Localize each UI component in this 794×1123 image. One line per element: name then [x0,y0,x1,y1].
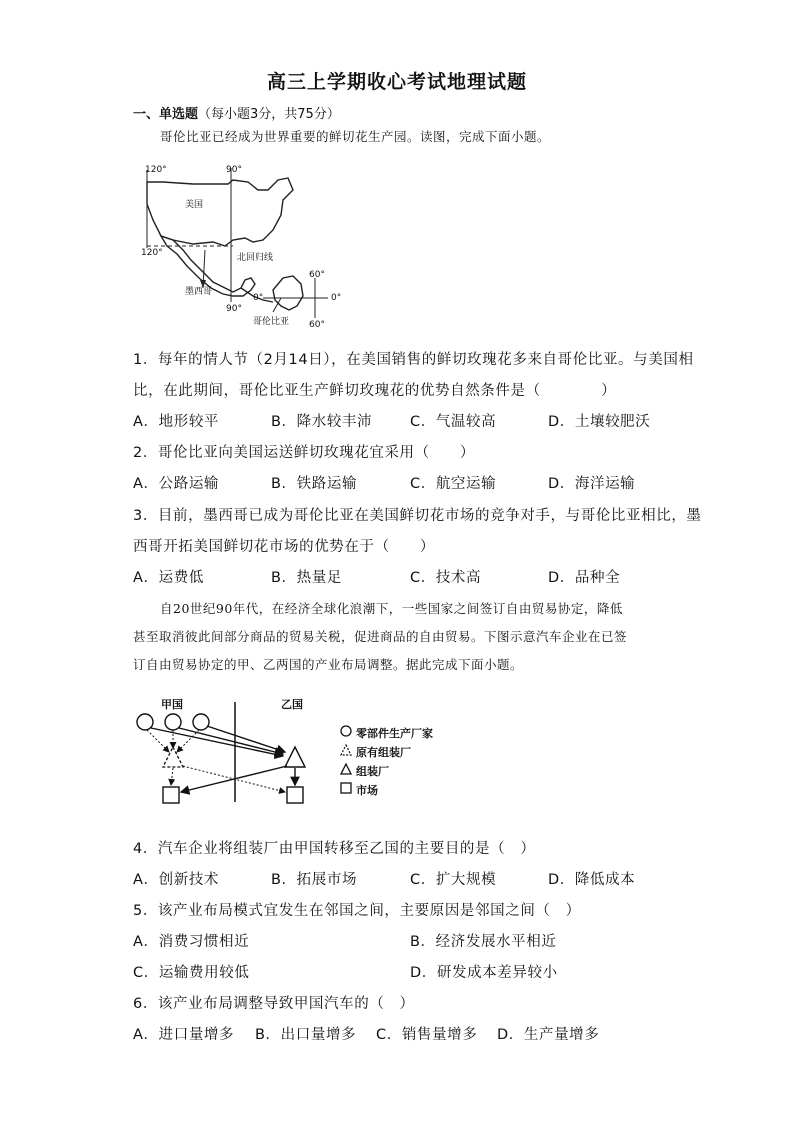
q1-stem-line1: 1．每年的情人节（2月14日），在美国销售的鲜切玫瑰花多来自哥伦比亚。与美国相 [133,352,694,368]
market-country-b [287,787,303,803]
q4-stem: 4．汽车企业将组装厂由甲国转移至乙国的主要目的是（ ） [133,841,536,857]
label-usa: 美国 [185,200,204,210]
market-country-a [163,787,179,803]
q1-option-d[interactable]: D．土壤较肥沃 [548,414,651,430]
dashed-triangle-icon [340,744,356,759]
map-drawing [133,160,353,335]
label-120-left: 120° [141,248,163,258]
original-assembly-plant [163,747,183,767]
intro-text-2-line1: 自20世纪90年代，在经济全球化浪潮下，一些国家之间签订自由贸易协定，降低 [160,601,623,616]
label-60-top: 60° [309,270,325,280]
q3-stem-line1: 3．目前，墨西哥已成为哥伦比亚在美国鲜切花市场的竞争对手，与哥伦比亚相比，墨 [133,508,702,524]
parts-factory-3 [193,714,209,730]
flow-parts1-original [147,730,169,752]
legend-original-assembly-label: 原有组装厂 [356,746,411,759]
legend-market [340,782,378,798]
q3-stem-line2: 西哥开拓美国鲜切花市场的优势在于（ ） [133,539,435,555]
q6-option-a[interactable]: A．进口量增多 [133,1027,235,1043]
q6-option-c[interactable]: C．销售量增多 [376,1027,478,1043]
page-title: 高三上学期收心考试地理试题 [266,71,527,93]
legend-parts [340,725,433,741]
assembly-plant [285,747,305,767]
q1-option-c[interactable]: C．气温较高 [410,414,497,430]
label-country-a: 甲国 [161,698,183,711]
legend-market-label: 市场 [356,784,378,797]
label-90-top: 90° [226,165,242,175]
legend-assembly-label: 组装厂 [356,765,389,778]
q2-option-d[interactable]: D．海洋运输 [548,476,636,492]
q6-option-d[interactable]: D．生产量增多 [497,1027,600,1043]
usa-outline [147,178,293,246]
q5-option-a[interactable]: A．消费习惯相近 [133,934,250,950]
q1-option-b[interactable]: B．降水较丰沛 [271,414,373,430]
q3-option-b[interactable]: B．热量足 [271,570,342,586]
q6-stem: 6．该产业布局调整导致甲国汽车的（ ） [133,996,415,1012]
label-0-right: 0° [331,293,342,303]
q2-stem: 2．哥伦比亚向美国运送鲜切玫瑰花宜采用（ ） [133,445,476,461]
label-tropic: 北回归线 [237,253,274,263]
q3-option-c[interactable]: C．技术高 [410,570,482,586]
label-0-left: 0° [253,293,264,303]
q4-option-d[interactable]: D．降低成本 [548,872,636,888]
flow-parts2-assembly [179,728,283,754]
parts-factory-2 [165,714,181,730]
section-note: （每小题3分，共75分） [198,107,340,122]
section-label: 一、单选题 [133,107,199,122]
q5-option-c[interactable]: C．运输费用较低 [133,965,250,981]
q5-option-b[interactable]: B．经济发展水平相近 [410,934,557,950]
label-60-bottom: 60° [309,320,325,330]
q2-option-b[interactable]: B．铁路运输 [271,476,358,492]
label-country-b: 乙国 [281,698,303,711]
q5-option-d[interactable]: D．研发成本差异较小 [410,965,558,981]
q2-option-c[interactable]: C．航空运输 [410,476,497,492]
label-120-top: 120° [145,165,167,175]
q3-option-d[interactable]: D．品种全 [548,570,621,586]
triangle-icon [340,763,356,778]
circle-icon [340,725,356,740]
intro-text-2-line3: 订自由贸易协定的甲、乙两国的产业布局调整。据此完成下面小题。 [133,657,524,672]
q4-option-c[interactable]: C．扩大规模 [410,872,497,888]
q3-option-a[interactable]: A．运费低 [133,570,204,586]
q1-stem-line2: 比，在此期间，哥伦比亚生产鲜切玫瑰花的优势自然条件是（ ） [133,383,617,399]
legend-parts-label: 零部件生产厂家 [356,727,433,740]
industry-layout-diagram [133,692,463,817]
q2-option-a[interactable]: A．公路运输 [133,476,220,492]
flow-assembly-marketA [181,766,287,792]
label-mexico: 墨西哥 [185,287,213,297]
q4-option-b[interactable]: B．拓展市场 [271,872,358,888]
flow-parts3-original [177,730,199,752]
q4-option-a[interactable]: A．创新技术 [133,872,220,888]
square-icon [340,782,356,797]
intro-text-1: 哥伦比亚已经成为世界重要的鲜切花生产园。读图，完成下面小题。 [160,129,551,144]
legend-assembly [340,763,389,779]
americas-map [133,160,353,335]
q1-option-a[interactable]: A．地形较平 [133,414,220,430]
parts-factory-1 [137,714,153,730]
label-90-bottom: 90° [226,304,242,314]
intro-text-2-line2: 甚至取消彼此间部分商品的贸易关税，促进商品的自由贸易。下图示意汽车企业在已签 [133,629,628,644]
flow-original-marketA [171,768,173,785]
legend-original-assembly [340,744,411,760]
flow-parts1-assembly [151,728,283,756]
label-colombia: 哥伦比亚 [253,317,290,327]
q6-option-b[interactable]: B．出口量增多 [255,1027,357,1043]
section-heading [133,103,340,122]
q5-stem: 5．该产业布局模式宜发生在邻国之间，主要原因是邻国之间（ ） [133,903,581,919]
